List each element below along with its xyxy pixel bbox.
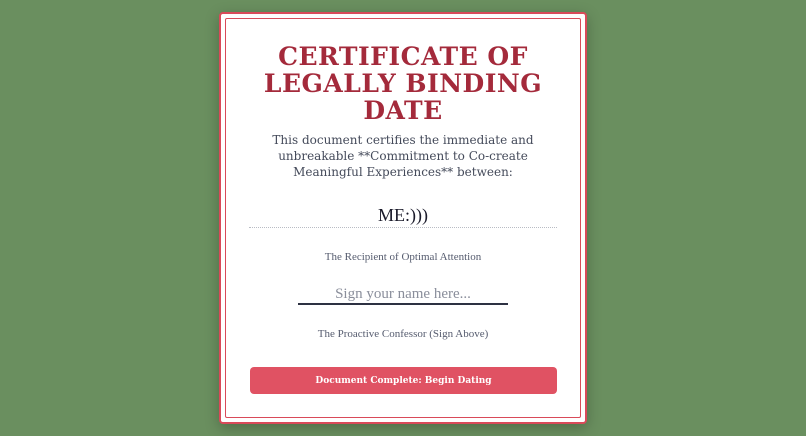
certificate-intro-text: This document certifies the immediate and unbreakable **Commitment to Co-create Meaningful Experiences** between: — [272, 133, 534, 179]
party-name: ME:))) — [249, 204, 557, 228]
certificate-title: CERTIFICATE OF LEGALLY BINDING DATE — [263, 42, 543, 125]
confessor-label: The Proactive Confessor (Sign Above) — [317, 328, 489, 340]
certificate-card — [219, 12, 587, 424]
signature-input[interactable] — [298, 285, 508, 305]
recipient-label: The Recipient of Optimal Attention — [324, 251, 482, 263]
document-complete-button[interactable]: Document Complete: Begin Dating — [250, 367, 557, 394]
